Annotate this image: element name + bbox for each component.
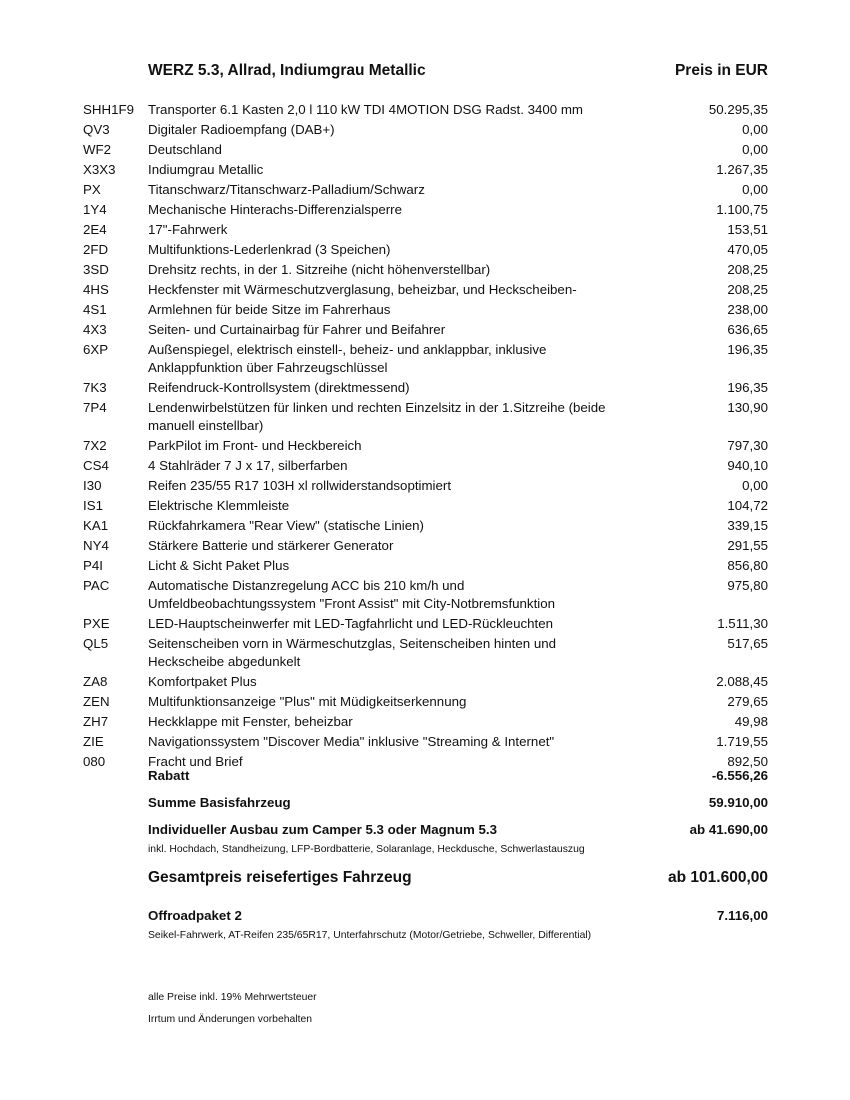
- base-vehicle-total-label: Summe Basisfahrzeug: [148, 795, 291, 810]
- table-row: [0, 398, 850, 436]
- option-description: Drehsitz rechts, in der 1. Sitzreihe (nicht höhenverstellbar): [148, 262, 491, 277]
- table-row: [0, 120, 850, 140]
- option-description: Außenspiegel, elektrisch einstell-, beheiz- und anklappbar, inklusive Anklappfunktion über Fahrzeugschlüssel: [148, 342, 547, 375]
- option-code: 080: [83, 754, 106, 769]
- option-code: QL5: [83, 636, 109, 651]
- table-row: [0, 240, 850, 260]
- option-price: 975,80: [727, 578, 768, 593]
- equipment-list: [0, 100, 850, 772]
- option-code: 6XP: [83, 342, 109, 357]
- option-price: 104,72: [727, 498, 768, 513]
- option-code: 3SD: [83, 262, 109, 277]
- table-row: [0, 200, 850, 220]
- option-price: 0,00: [742, 142, 768, 157]
- option-description: Titanschwarz/Titanschwarz-Palladium/Schwarz: [148, 182, 425, 197]
- option-price: 49,98: [734, 714, 768, 729]
- option-code: IS1: [83, 498, 103, 513]
- document-title: WERZ 5.3, Allrad, Indiumgrau Metallic: [148, 62, 426, 79]
- option-price: 196,35: [727, 380, 768, 395]
- option-description: 17"-Fahrwerk: [148, 222, 228, 237]
- option-price: 153,51: [727, 222, 768, 237]
- table-row: [0, 280, 850, 300]
- option-code: P4I: [83, 558, 103, 573]
- option-code: KA1: [83, 518, 109, 533]
- table-row: [0, 732, 850, 752]
- option-description: Mechanische Hinterachs-Differenzialsperre: [148, 202, 402, 217]
- table-row: [0, 516, 850, 536]
- option-description: Komfortpaket Plus: [148, 674, 257, 689]
- table-row: [0, 160, 850, 180]
- option-description: Stärkere Batterie und stärkerer Generator: [148, 538, 394, 553]
- option-price: 517,65: [727, 636, 768, 651]
- option-price: 208,25: [727, 282, 768, 297]
- offroad-package-value: 7.116,00: [716, 908, 768, 923]
- option-code: 7X2: [83, 438, 107, 453]
- base-vehicle-total-value: 59.910,00: [708, 795, 768, 810]
- table-row: [0, 436, 850, 456]
- table-row: [0, 180, 850, 200]
- discount-label: Rabatt: [148, 768, 190, 783]
- table-row: [0, 220, 850, 240]
- option-price: 208,25: [727, 262, 768, 277]
- option-price: 636,65: [727, 322, 768, 337]
- option-code: 7K3: [83, 380, 107, 395]
- option-code: I30: [83, 478, 102, 493]
- option-price: 238,00: [727, 302, 768, 317]
- option-code: 4HS: [83, 282, 109, 297]
- option-price: 339,15: [727, 518, 768, 533]
- option-code: 2E4: [83, 222, 107, 237]
- option-code: ZH7: [83, 714, 109, 729]
- table-row: [0, 614, 850, 634]
- option-description: Heckfenster mit Wärmeschutzverglasung, beheizbar, und Heckscheiben-: [148, 282, 577, 297]
- document-header: [148, 62, 768, 84]
- option-price: 196,35: [727, 342, 768, 357]
- option-description: Deutschland: [148, 142, 222, 157]
- table-row: [0, 634, 850, 672]
- option-price: 291,55: [727, 538, 768, 553]
- table-row: [0, 536, 850, 556]
- table-row: [0, 672, 850, 692]
- option-price: 0,00: [742, 122, 768, 137]
- option-price: 130,90: [727, 400, 768, 415]
- option-description: Navigationssystem "Discover Media" inklusive "Streaming & Internet": [148, 734, 555, 749]
- conversion-value: ab 41.690,00: [689, 822, 768, 837]
- option-price: 1.267,35: [716, 162, 768, 177]
- option-price: 940,10: [727, 458, 768, 473]
- option-code: X3X3: [83, 162, 116, 177]
- option-code: ZEN: [83, 694, 110, 709]
- offroad-package-note: Seikel-Fahrwerk, AT-Reifen 235/65R17, Unterfahrschutz (Motor/Getriebe, Schweller, Differential): [148, 930, 592, 941]
- option-description: Elektrische Klemmleiste: [148, 498, 290, 513]
- option-price: 856,80: [727, 558, 768, 573]
- option-code: 1Y4: [83, 202, 107, 217]
- option-code: NY4: [83, 538, 109, 553]
- option-description: Indiumgrau Metallic: [148, 162, 264, 177]
- conversion-note: inkl. Hochdach, Standheizung, LFP-Bordbatterie, Solaranlage, Heckdusche, Schwerlastauszug: [148, 844, 585, 855]
- option-description: LED-Hauptscheinwerfer mit LED-Tagfahrlicht und LED-Rückleuchten: [148, 616, 553, 631]
- table-row: [0, 496, 850, 516]
- option-description: Licht & Sicht Paket Plus: [148, 558, 290, 573]
- option-description: Automatische Distanzregelung ACC bis 210 km/h und Umfeldbeobachtungssystem "Front Assist" mit City-Notbremsfunktion: [148, 578, 556, 611]
- option-code: SHH1F9: [83, 102, 134, 117]
- option-price: 279,65: [727, 694, 768, 709]
- option-description: Rückfahrkamera "Rear View" (statische Linien): [148, 518, 424, 533]
- option-code: PXE: [83, 616, 110, 631]
- table-row: [0, 476, 850, 496]
- option-price: 0,00: [742, 182, 768, 197]
- option-description: Seitenscheiben vorn in Wärmeschutzglas, Seitenscheiben hinten und Heckscheibe abgedunkelt: [148, 636, 557, 669]
- option-description: Multifunktions-Lederlenkrad (3 Speichen): [148, 242, 391, 257]
- table-row: [0, 378, 850, 398]
- option-code: QV3: [83, 122, 110, 137]
- disclaimer-note: Irrtum und Änderungen vorbehalten: [148, 1014, 313, 1025]
- option-price: 892,50: [727, 754, 768, 769]
- option-description: Reifen 235/55 R17 103H xl rollwiderstandsoptimiert: [148, 478, 452, 493]
- conversion-label: Individueller Ausbau zum Camper 5.3 oder Magnum 5.3: [148, 822, 497, 837]
- price-column-heading: Preis in EUR: [674, 62, 768, 79]
- table-row: [0, 712, 850, 732]
- option-code: WF2: [83, 142, 112, 157]
- option-description: Lendenwirbelstützen für linken und rechten Einzelsitz in der 1.Sitzreihe (beide manuell einstellbar): [148, 400, 606, 433]
- option-description: 4 Stahlräder 7 J x 17, silberfarben: [148, 458, 348, 473]
- option-description: Fracht und Brief: [148, 754, 243, 769]
- option-description: Heckklappe mit Fenster, beheizbar: [148, 714, 353, 729]
- option-price: 1.511,30: [717, 616, 768, 631]
- table-row: [0, 692, 850, 712]
- option-price: 797,30: [727, 438, 768, 453]
- option-description: Digitaler Radioempfang (DAB+): [148, 122, 335, 137]
- option-price: 50.295,35: [708, 102, 768, 117]
- table-row: [0, 300, 850, 320]
- option-price: 1.719,55: [716, 734, 768, 749]
- option-description: Transporter 6.1 Kasten 2,0 l 110 kW TDI 4MOTION DSG Radst. 3400 mm: [148, 102, 584, 117]
- option-code: PX: [83, 182, 101, 197]
- option-code: 7P4: [83, 400, 107, 415]
- option-description: ParkPilot im Front- und Heckbereich: [148, 438, 362, 453]
- option-description: Multifunktionsanzeige "Plus" mit Müdigkeitserkennung: [148, 694, 467, 709]
- table-row: [0, 100, 850, 120]
- option-price: 2.088,45: [716, 674, 768, 689]
- table-row: [0, 340, 850, 378]
- option-code: CS4: [83, 458, 109, 473]
- table-row: [0, 556, 850, 576]
- table-row: [0, 576, 850, 614]
- option-code: 4X3: [83, 322, 107, 337]
- table-row: [0, 320, 850, 340]
- option-code: 2FD: [83, 242, 109, 257]
- option-price: 0,00: [742, 478, 768, 493]
- option-description: Seiten- und Curtainairbag für Fahrer und Beifahrer: [148, 322, 446, 337]
- option-code: 4S1: [83, 302, 107, 317]
- option-description: Armlehnen für beide Sitze im Fahrerhaus: [148, 302, 391, 317]
- vat-note: alle Preise inkl. 19% Mehrwertsteuer: [148, 992, 317, 1003]
- grand-total-label: Gesamtpreis reisefertiges Fahrzeug: [148, 869, 412, 886]
- table-row: [0, 140, 850, 160]
- option-code: ZA8: [83, 674, 108, 689]
- option-code: ZIE: [83, 734, 104, 749]
- option-code: PAC: [83, 578, 110, 593]
- table-row: [0, 260, 850, 280]
- option-description: Reifendruck-Kontrollsystem (direktmessend): [148, 380, 410, 395]
- option-price: 1.100,75: [716, 202, 768, 217]
- table-row: [0, 456, 850, 476]
- grand-total-value: ab 101.600,00: [668, 869, 768, 886]
- discount-value: -6.556,26: [711, 768, 768, 783]
- option-price: 470,05: [727, 242, 768, 257]
- offroad-package-label: Offroadpaket 2: [148, 908, 242, 923]
